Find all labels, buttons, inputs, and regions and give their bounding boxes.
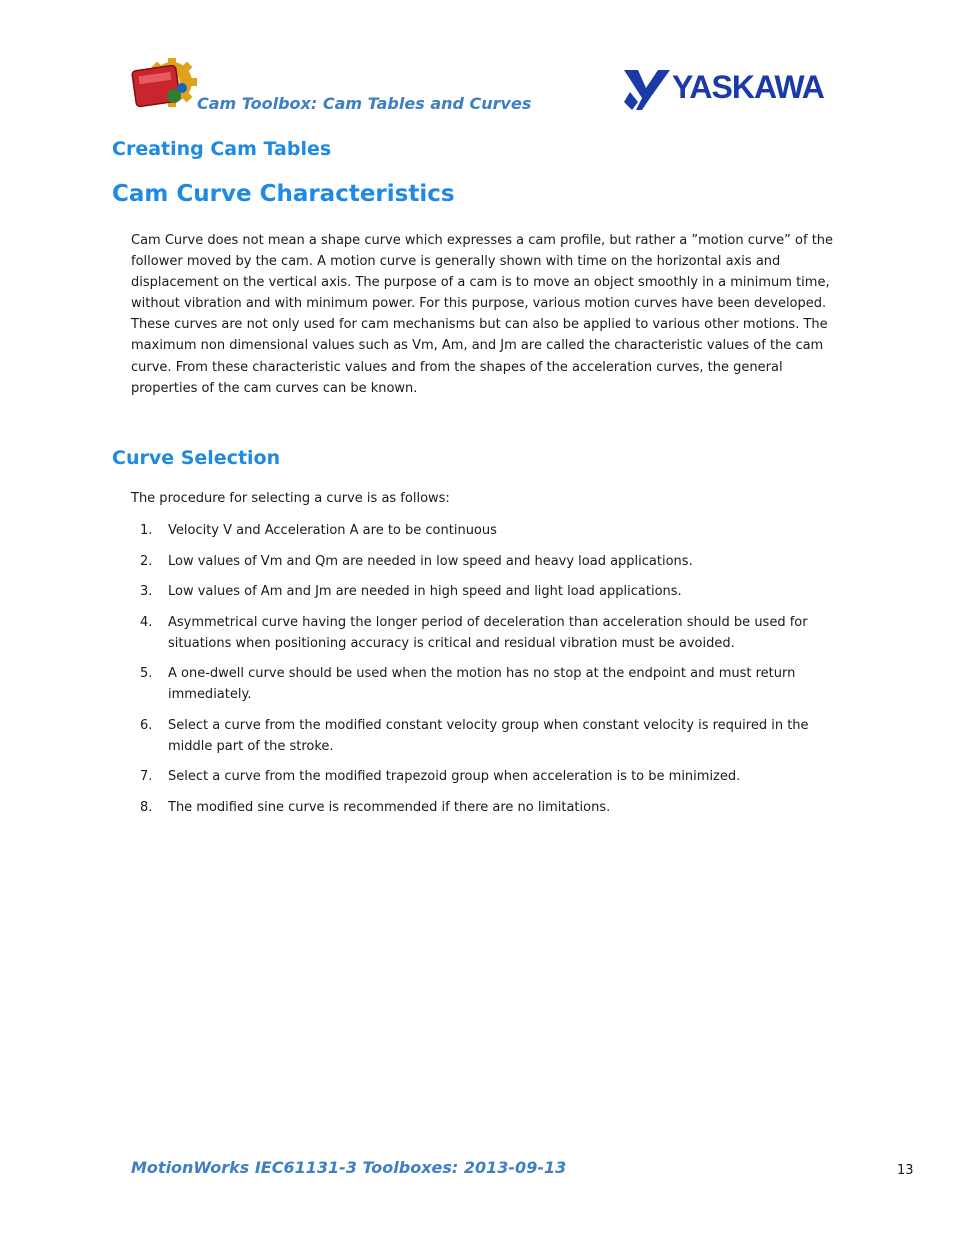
list-item-number: 1. (140, 523, 153, 538)
document-header-title: Cam Toolbox: Cam Tables and Curves (197, 94, 532, 113)
list-item-number: 8. (140, 799, 153, 815)
list-item-number: 5. (140, 666, 153, 681)
yaskawa-logo (622, 66, 844, 112)
curve-selection-list (131, 520, 837, 827)
list-item (131, 520, 837, 541)
list-item (131, 797, 837, 818)
page-number: 13 (897, 1163, 914, 1178)
list-item (131, 766, 837, 787)
list-item (131, 612, 837, 654)
list-item (131, 663, 837, 705)
list-item-number: 4. (140, 614, 153, 630)
heading-curve-selection: Curve Selection (112, 447, 281, 469)
brand-logo-text: YASKAWA (672, 69, 824, 105)
selection-intro: The procedure for selecting a curve is as follows: (131, 491, 450, 506)
heading-cam-curve-characteristics: Cam Curve Characteristics (112, 181, 455, 207)
characteristics-paragraph: Cam Curve does not mean a shape curve which expresses a cam profile, but rather a ”motion curve” of the follower moved by the cam. A motion curve is generally shown with time on the horizontal axis and displacement on the vertical axis. The purpose of a cam is to move an object smoothly in a minimum time, without vibration and with minimum power. For this purpose, various motion curves have been developed. These curves are not only used for cam mechanisms but can also be applied to various other motions. The maximum non dimensional values such as Vm, Am, and Jm are called the characteristic values of the cam curve. From these characteristic values and from the shapes of the acceleration curves, the general properties of the cam curves can be known. (131, 233, 834, 396)
document-footer-title: MotionWorks IEC61131-3 Toolboxes: 2013-09-13 (131, 1158, 567, 1177)
heading-creating-cam-tables: Creating Cam Tables (112, 138, 332, 160)
list-item (131, 551, 837, 572)
list-item-text: Low values of Am and Jm are needed in high speed and light load applications. (168, 584, 682, 599)
list-item-number: 7. (140, 769, 153, 784)
list-item-text: A one-dwell curve should be used when the motion has no stop at the endpoint and must return immediately. (168, 666, 796, 702)
list-item-text: Select a curve from the modified constant velocity group when constant velocity is required in the middle part of the stroke. (168, 717, 809, 754)
list-item-text: Velocity V and Acceleration A are to be continuous (168, 523, 497, 538)
list-item-number: 2. (140, 553, 153, 569)
list-item-text: Select a curve from the modified trapezoid group when acceleration is to be minimized. (168, 769, 741, 784)
list-item (131, 715, 837, 757)
list-item-text: The modified sine curve is recommended if there are no limitations. (168, 799, 611, 815)
gear-toolbox-logo-icon (130, 58, 198, 112)
list-item-text: Low values of Vm and Qm are needed in low speed and heavy load applications. (168, 553, 693, 569)
list-item-number: 6. (140, 717, 153, 733)
list-item (131, 581, 837, 602)
list-item-number: 3. (140, 584, 153, 599)
list-item-text: Asymmetrical curve having the longer period of deceleration than acceleration should be used for situations when positioning accuracy is critical and residual vibration must be avoided. (168, 614, 808, 651)
